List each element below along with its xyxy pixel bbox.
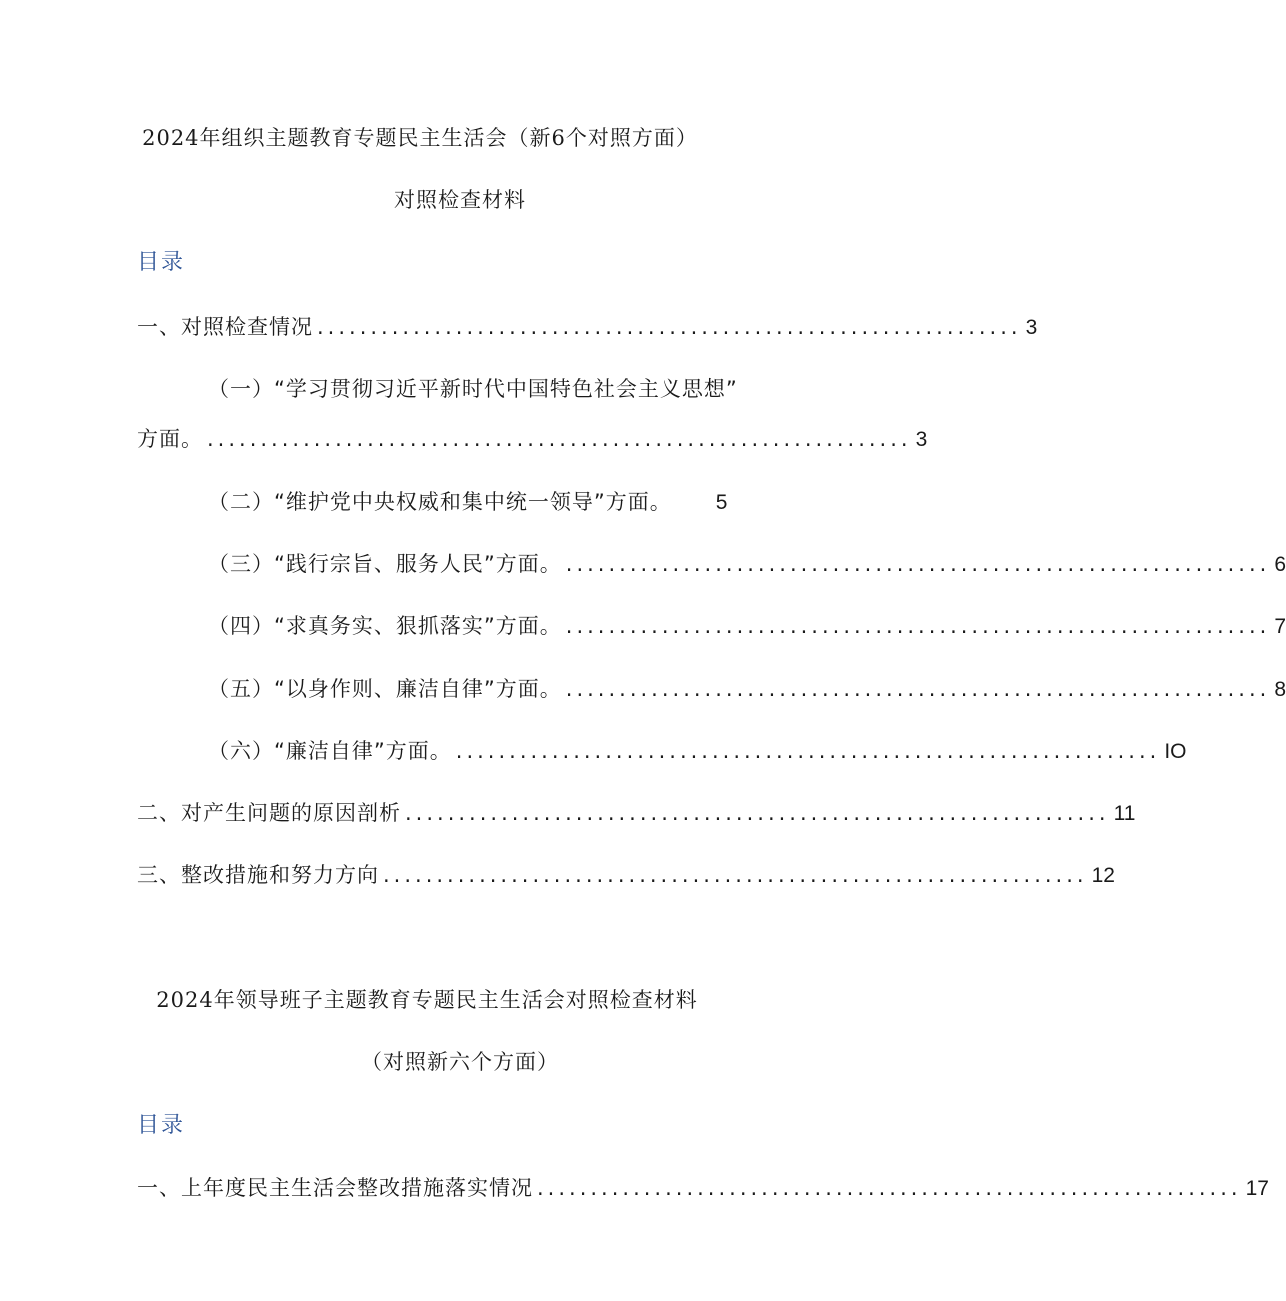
toc-entry-6[interactable] [208, 673, 1286, 703]
toc-entry-page: 3 [915, 428, 928, 451]
toc-entry-page: 6 [1274, 553, 1286, 576]
toc-entry-label: 方面。 [137, 427, 203, 451]
toc-entry-7[interactable] [208, 735, 1187, 765]
toc-leader-dots: .................................................................. [565, 614, 1271, 638]
toc-entry-page: 17 [1245, 1177, 1269, 1200]
toc-entry-2[interactable] [137, 423, 928, 453]
toc-entry-page: 7 [1274, 615, 1286, 638]
toc-entry-label: 二、对产生问题的原因剖析 [137, 801, 401, 825]
toc-entry-page: IO [1164, 740, 1187, 763]
toc-entry-label: （三）“践行宗旨、服务人民”方面。 [208, 552, 562, 576]
toc-entry-label: （五）“以身作则、廉洁自律”方面。 [208, 677, 562, 701]
toc-entry-label: 一、对照检查情况 [137, 315, 313, 339]
toc-entry-page: 12 [1091, 864, 1115, 887]
toc-leader-dots: .................................................................. [565, 677, 1271, 701]
toc-leader-dots: .................................................................. [383, 863, 1088, 887]
toc-entry-label: （四）“求真务实、狠抓落实”方面。 [208, 614, 562, 638]
toc-leader-dots: .................................................................. [317, 315, 1022, 339]
toc-entry-8[interactable] [137, 797, 1136, 827]
doc2-toc-entry-1[interactable] [137, 1172, 1269, 1202]
doc2-title-line2: （对照新六个方面） [361, 1050, 559, 1074]
doc1-toc-heading: 目录 [137, 250, 186, 275]
toc-entry-page: 3 [1025, 316, 1038, 339]
doc2-toc-heading: 目录 [137, 1113, 186, 1138]
doc1-title-line2: 对照检查材料 [394, 188, 526, 212]
toc-entry-4[interactable] [208, 548, 1286, 578]
toc-entry-page: 11 [1113, 802, 1136, 825]
toc-entry-label: （六）“廉洁自律”方面。 [208, 739, 452, 763]
toc-leader-dots: .................................................................. [565, 552, 1271, 576]
toc-entry-1[interactable] [137, 311, 1038, 341]
toc-leader-dots: .................................................................. [405, 801, 1110, 825]
toc-entry-2-line1[interactable]: （一）“学习贯彻习近平新时代中国特色社会主义思想” [208, 377, 738, 401]
toc-leader-dots: .................................................................. [455, 739, 1161, 763]
doc2-title-line1: 2024年领导班子主题教育专题民主生活会对照检查材料 [156, 988, 698, 1012]
toc-leader-dots: .................................................................. [207, 427, 912, 451]
toc-entry-3[interactable] [208, 486, 768, 516]
toc-leader-dots: .................................................................. [537, 1176, 1242, 1200]
toc-entry-page: 8 [1274, 678, 1286, 701]
toc-entry-page: 5 [715, 491, 728, 514]
toc-entry-5[interactable] [208, 610, 1286, 640]
toc-entry-9[interactable] [137, 859, 1115, 889]
toc-entry-label: 一、上年度民主生活会整改措施落实情况 [137, 1176, 533, 1200]
toc-entry-label: 三、整改措施和努力方向 [137, 863, 379, 887]
toc-entry-label: （二）“维护党中央权威和集中统一领导”方面。 [208, 490, 672, 514]
doc1-title-line1: 2024年组织主题教育专题民主生活会（新6个对照方面） [142, 126, 698, 150]
